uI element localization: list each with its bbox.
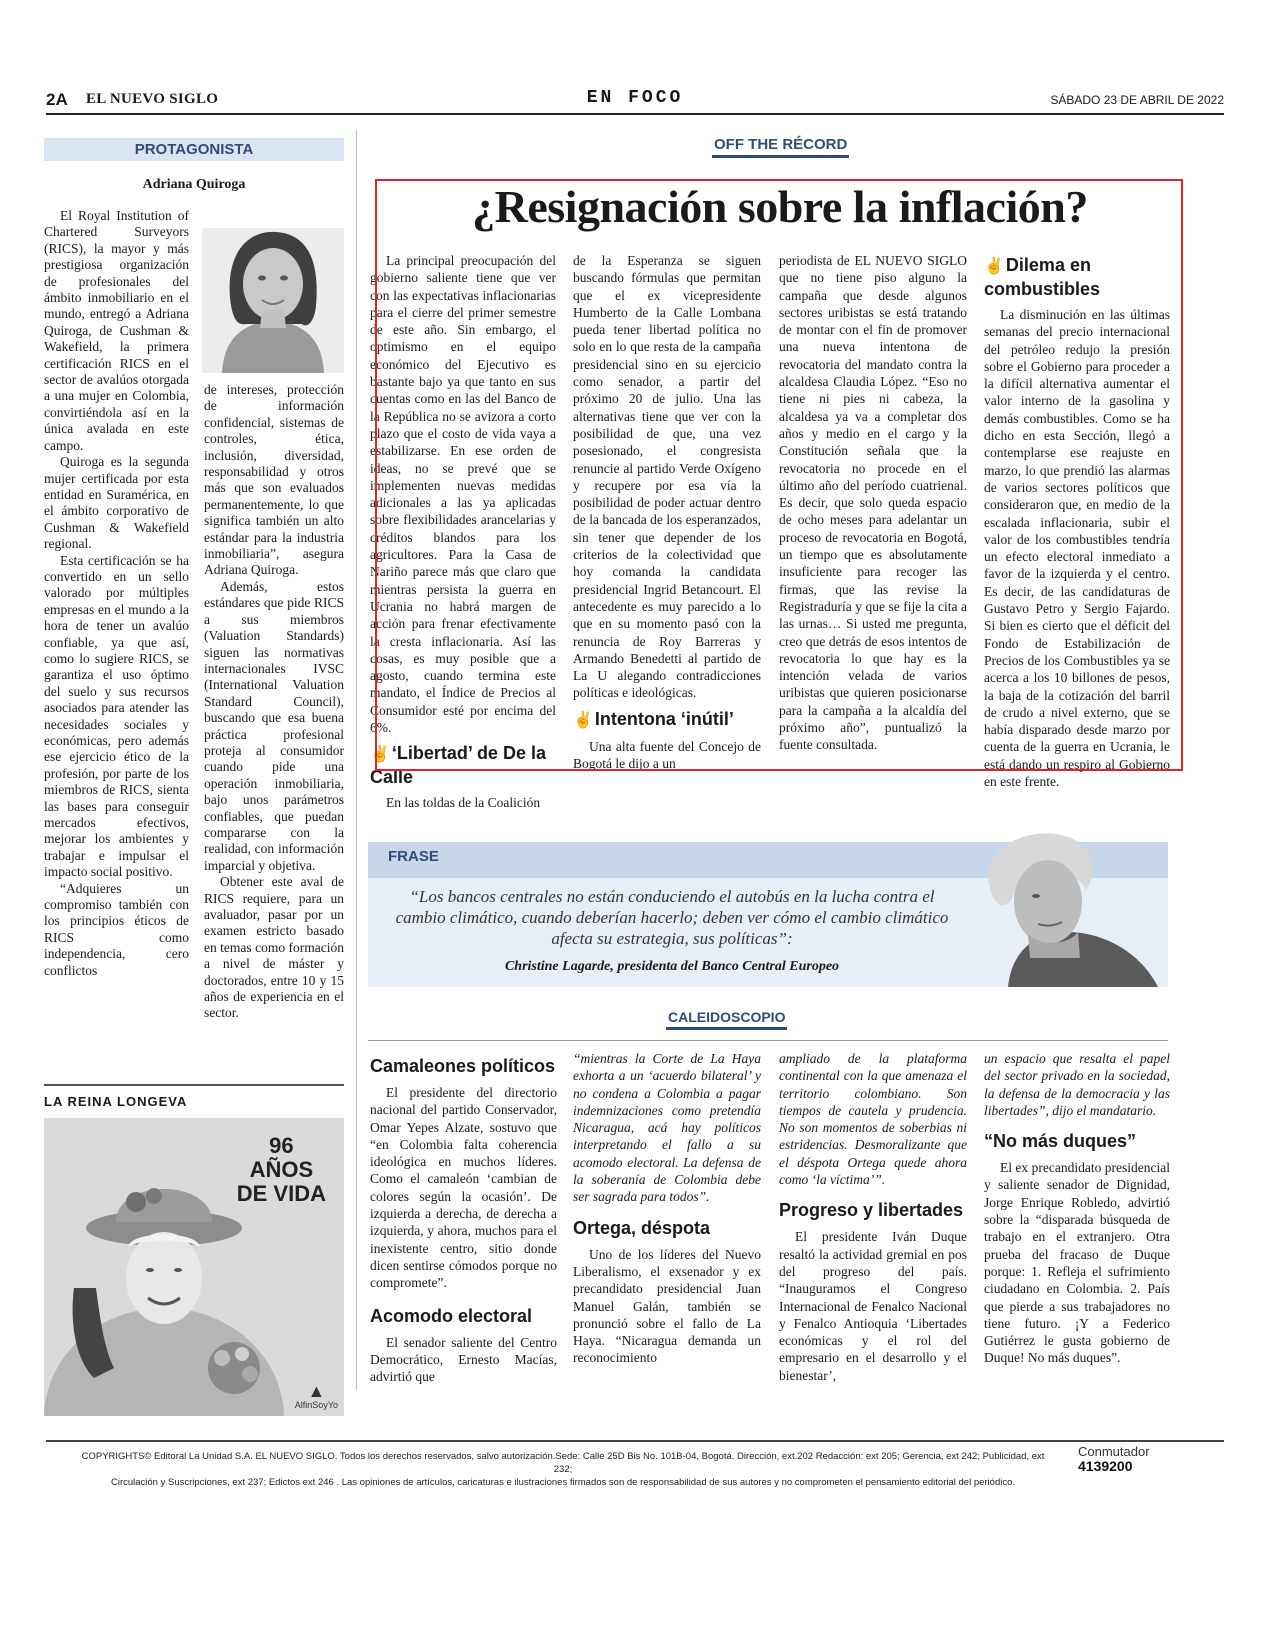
main-headline: ¿Resignación sobre la inflación? bbox=[472, 181, 1088, 232]
article-column-2 bbox=[573, 252, 761, 772]
article-column-3 bbox=[779, 252, 967, 754]
page-header bbox=[46, 88, 1224, 114]
age-tag: 96 AÑOS DE VIDA bbox=[236, 1133, 326, 1206]
paragraph: El ex precandidato presidencial y saliente senador de Dignidad, Jorge Enrique Robledo, advirtió sobre la “disparada búsqueda de trabajo en el extranjero. Otra prueba del fracaso de Duque porque: 1. Refleja el sufrimiento ciudadano en Colombia. 2. País que pierde a sus trabajadores no tiene futuro. ¡Y a Federico Gutiérrez le gusta gobierno de Duque! No más duques”. bbox=[984, 1160, 1170, 1366]
quote-box bbox=[368, 842, 1168, 987]
paragraph: de la Esperanza se siguen buscando fórmulas que permitan que el ex vicepresidente Humberto de la Calle Lombana pueda tener libertad política no solo en lo que resta de la campaña presidencial sino en su ejercicio como senador, a partir del próximo 20 de julio. Una las alternativas tiene que ver con la posibilidad de que, una vez posesionado, el congresista renuncie al partido Verde Oxígeno y recupere por esa vía la posibilidad de poder actuar dentro de la bancada de los esperanzados, sin tener que depender de los criterios de la colectividad que hoy comanda la candidata presidencial Ingrid Betancourt. El antecedente es muy parecido a lo que en su momento pasó con la renuncia de Roy Barreras y Armando Benedetti al partido de La U alegando contradicciones políticas e ideológicas. bbox=[573, 253, 761, 701]
paragraph: Una alta fuente del Concejo de Bogotá le dijo a un bbox=[573, 738, 761, 772]
section-rule bbox=[368, 1040, 1168, 1041]
hand-icon: ✌ bbox=[370, 746, 390, 764]
paragraph: Uno de los líderes del Nuevo Liberalismo, el exsenador y ex precandidato presidencial Juan Manuel Galán, también se pronunció sobre el fallo de La Haya. “Nicaragua demanda un reconocimiento bbox=[573, 1246, 761, 1366]
column-divider bbox=[356, 130, 357, 1390]
paragraph: Esta certificación se ha convertido en un sello valorado por múltiples empresas en el mundo a la hora de tener un avalúo confiable, ya que así, como lo sugiere RICS, se garantiza el uso óptimo del suelo y sus recursos asociados para atender las necesidades sociales y económicas, pero además ese ejercicio ético de la profesión, por parte de los miembros de RICS, sienta las bases para conseguir mercados efectivos, mejorar los ambientes y trabajar e impulsar el impacto social positivo. bbox=[44, 552, 189, 880]
protagonista-tab: PROTAGONISTA bbox=[44, 138, 344, 161]
paragraph: periodista de EL NUEVO SIGLO que no tiene piso alguno la campaña que desde algunos sectores uribistas se está tratando de montar con el fin de promover una nueva intentona de revocatoria del mandato contra la alcaldesa Claudia López. “Eso no tiene ni pies ni cabeza, la alcaldesa ya va a completar dos años y medio en el cargo y la Constitución señala que la revocatoria no procede en el último año del período cuatrienal. Es decir, que solo queda espacio de ocho meses para adelantar un proceso de revocatoria en Bogotá, un tiempo que es absolutamente insuficiente para recoger las firmas, que las revise la Registraduría y que se fije la cita a las urnas… Si usted me pregunta, creo que detrás de esos intentos de revocatoria lo que hay es la intención velada de varios uribistas que quieren posicionarse para la campaña a la alcaldía del próximo año”, puntualizó la fuente consultada. bbox=[779, 253, 967, 753]
article-column-1 bbox=[370, 252, 556, 812]
hand-icon: ✌ bbox=[984, 258, 1004, 275]
paragraph: Además, estos estándares que pide RICS a sus miembros (Valuation Standards) siguen las normativas internacionales IVSC (International Valuation Standard Council), buscando que esa buena práctica profesional proteja al consumidor cuando pide una operación inmobiliaria, bajo unos parámetros confiables, que puedan compararse con la realidad, con información imparcial y objetiva. bbox=[204, 578, 344, 873]
switchboard-info bbox=[1078, 1444, 1188, 1474]
item-heading: Camaleones políticos bbox=[370, 1056, 556, 1076]
header-rule bbox=[46, 113, 1224, 115]
switchboard-number: 4139200 bbox=[1078, 1458, 1133, 1474]
footer-rule bbox=[46, 1440, 1224, 1442]
paragraph: Obtener este aval de RICS requiere, para un avaluador, pasar por un examen estricto basado en temas como formación a nivel de máster y doctorados, entre 10 y 15 años de experiencia en el sector. bbox=[204, 874, 344, 1021]
item-heading: “No más duques” bbox=[984, 1131, 1137, 1152]
newspaper-name: EL NUEVO SIGLO bbox=[86, 91, 219, 107]
paragraph: “Adquieres un compromiso también con los principios éticos de RICS como independencia, cero conflictos bbox=[44, 880, 189, 978]
caleidoscopio-tab: CALEIDOSCOPIO bbox=[666, 1009, 787, 1030]
caleidoscopio-column-3 bbox=[779, 1050, 967, 1384]
protagonista-name: Adriana Quiroga bbox=[142, 177, 246, 192]
section-title: EN FOCO bbox=[586, 88, 684, 108]
author-logo: ▲ AlfinSoyYo bbox=[294, 1381, 338, 1410]
subheading-dilema: ✌ Dilema en combustibles bbox=[984, 255, 1101, 299]
item-heading: Progreso y libertades bbox=[779, 1200, 964, 1221]
quote-author: Christine Lagarde, presidenta del Banco Central Europeo bbox=[504, 959, 840, 974]
paragraph: El presidente del directorio nacional del partido Conservador, Omar Yepes Alzate, sostuvo que “en Colombia falta coherencia ideológica en muchos líderes. Como el camaleón ‘cambian de colores según la ocasión’. De izquierda a derecha, de derecha a izquierda, y ahora, muchos para el inexistente centro, sitio donde dicen sentirse cómodos porque no compromete”. bbox=[370, 1085, 557, 1291]
caleidoscopio-column-1 bbox=[370, 1050, 557, 1385]
switchboard-label: Conmutador bbox=[1078, 1444, 1150, 1459]
frase-tab: FRASE bbox=[368, 842, 1168, 878]
paragraph: El presidente Iván Duque resaltó la actividad gremial en pos del progreso del país. “Inauguramos el Congreso Internacional de Fenalco Nacional y Fenalco Antioquia ‘Libertades económicas y el rol del empresario en el desarrollo y el bienestar’, bbox=[779, 1229, 967, 1383]
paragraph: “mientras la Corte de La Haya exhorta a un ‘acuerdo bilateral’ y no condena a Colombia a pagar indemnizaciones como pretendía Nicaragua, acá hay políticos interpretando el fallo a su acomodo electoral. La defensa de la soberanía de Colombia debe ser sagrada para todos”. bbox=[573, 1051, 761, 1205]
quote-text: “Los bancos centrales no están conduciendo el autobús en la lucha contra el cambio climático, cuando deberían hacerlo; deben ver cómo el cambio climático afecta su estrategia, sus políticas”: bbox=[395, 887, 949, 948]
paragraph: El Royal Institution of Chartered Surveyors (RICS), la mayor y más prestigiosa organización de profesionales del ámbito inmobiliario en el mundo, entregó a Adriana Quiroga, de Cushman & Wakefield, la primera certificación RICS en el sector de avalúos otorgada a una mujer en Colombia, convirtiéndola así en la única avalada en este campo. bbox=[44, 208, 189, 453]
lagarde-portrait bbox=[968, 828, 1168, 987]
caleidoscopio-column-2 bbox=[573, 1050, 761, 1367]
paragraph: El senador saliente del Centro Democrático, Ernesto Macías, advirtió que bbox=[370, 1334, 557, 1385]
queen-caption: LA REINA LONGEVA bbox=[44, 1094, 188, 1109]
protagonista-section bbox=[44, 138, 344, 1021]
subheading-intentona: ✌ Intentona ‘inútil’ bbox=[573, 708, 734, 729]
queen-illustration bbox=[44, 1118, 344, 1416]
copyright-notice: COPYRIGHTS© Editoral La Unidad S.A. EL NUEVO SIGLO. Todos los derechos reservados, salvo autorización.Sede: Calle 25D Bis No. 101B-04, Bogotá. Dirección, ext.202 Redacción: ext 205; Gerencia, ext 242; Publicidad, ext 232; Circulación y Suscripciones, ext 237; Edictos ext 246 . Las opiniones de artículos, caricaturas e ilustraciones firmados son de responsabilidad de sus autores y no comprometen el pensamiento editorial del periódico. bbox=[81, 1451, 1045, 1488]
paragraph: Quiroga es la segunda mujer certificada por esta entidad en Suramérica, en el ámbito corporativo de Cushman & Wakefield regional. bbox=[44, 454, 189, 552]
portrait-photo bbox=[202, 228, 344, 373]
paragraph: un espacio que resalta el papel del sector privado en la sociedad, la defensa de la democracia y las libertades”, dijo el mandatario. bbox=[984, 1051, 1170, 1118]
subheading-libertad: ✌ ‘Libertad’ de De la Calle bbox=[370, 743, 546, 788]
article-column-4 bbox=[984, 254, 1170, 790]
paragraph: En las toldas de la Coalición bbox=[386, 795, 541, 811]
protagonista-column-a bbox=[44, 208, 189, 979]
item-heading: Acomodo electoral bbox=[370, 1305, 533, 1326]
protagonista-column-b bbox=[204, 382, 344, 1022]
paragraph: ampliado de la plataforma continental con la que amenaza el territorio colombiano. Son tiempos de cautela y prudencia. No son momentos de soberbias ni estridencias. Desmoralizante que el déspota Ortega quede ahora como ‘la víctima’”. bbox=[779, 1051, 967, 1188]
issue-date: SÁBADO 23 DE ABRIL DE 2022 bbox=[1050, 93, 1224, 107]
item-heading: Ortega, déspota bbox=[573, 1217, 711, 1238]
caleidoscopio-column-4 bbox=[984, 1050, 1170, 1367]
paragraph: La disminución en las últimas semanas del precio internacional del petróleo redujo la presión sobre el Gobierno para proceder a la difícil alternativa aumentar el valor interno de la gasolina y demás combustibles. Como se ha dicho en esta Sección, llegó a contemplarse ese reajuste en marzo, lo que prendió las alarmas de varios sectores políticos que consideraron que, en medio de la escalada inflacionaria, subir el valor de los combustibles tendría un efecto electoral inmediato a favor de la izquierda y el centro. Es decir, de las candidaturas de Gustavo Petro y Sergio Fajardo. Si bien es cierto que el déficit del Fondo de Estabilización de Precios de los Combustibles ya se acerca a los 10 billones de pesos, la baja de la cotización del barril de crudo a nivel externo, que se había disparado desde marzo por cuenta de la guerra en Ucrania, le está dando un respiro al Gobierno en este frente. bbox=[984, 307, 1170, 790]
paragraph: de intereses, protección de información confidencial, sistemas de controles, ética, inclusión, diversidad, responsabilidad y otros más que son evaluados permanentemente, lo que significa también un alto estándar para la industria inmobiliaria”, asegura Adriana Quiroga. bbox=[204, 382, 344, 578]
off-the-record-tab: OFF THE RÉCORD bbox=[712, 136, 849, 158]
page-number: 2A bbox=[46, 90, 68, 109]
hand-icon: ✌ bbox=[573, 711, 593, 729]
paragraph: La principal preocupación del gobierno saliente tiene que ver con las expectativas inflacionarias para el cierre del primer semestre de este año. Sin embargo, el optimismo en el equipo económico del Ejecutivo es bastante bajo ya que tanto en sus cuentas como en las del Banco de la República no se avizora a corto plazo que el costo de vida vaya a estabilizarse. En ese orden de ideas, no se prevé que se implementen nuevas medidas adicionales a las ya aplicadas sobre flexibilidades arancelarias y créditos blandos para los agricultores. Para la Casa de Nariño parece más que claro que mientras persista la guerra en Ucrania no habrá margen de acción para frenar efectivamente la cresta inflacionaria. Así las cosas, es muy posible que a agosto, cuando termina este mandato, el Índice de Precios al Consumidor esté por encima del 6%. bbox=[370, 253, 556, 736]
queen-photo-box bbox=[44, 1084, 344, 1414]
